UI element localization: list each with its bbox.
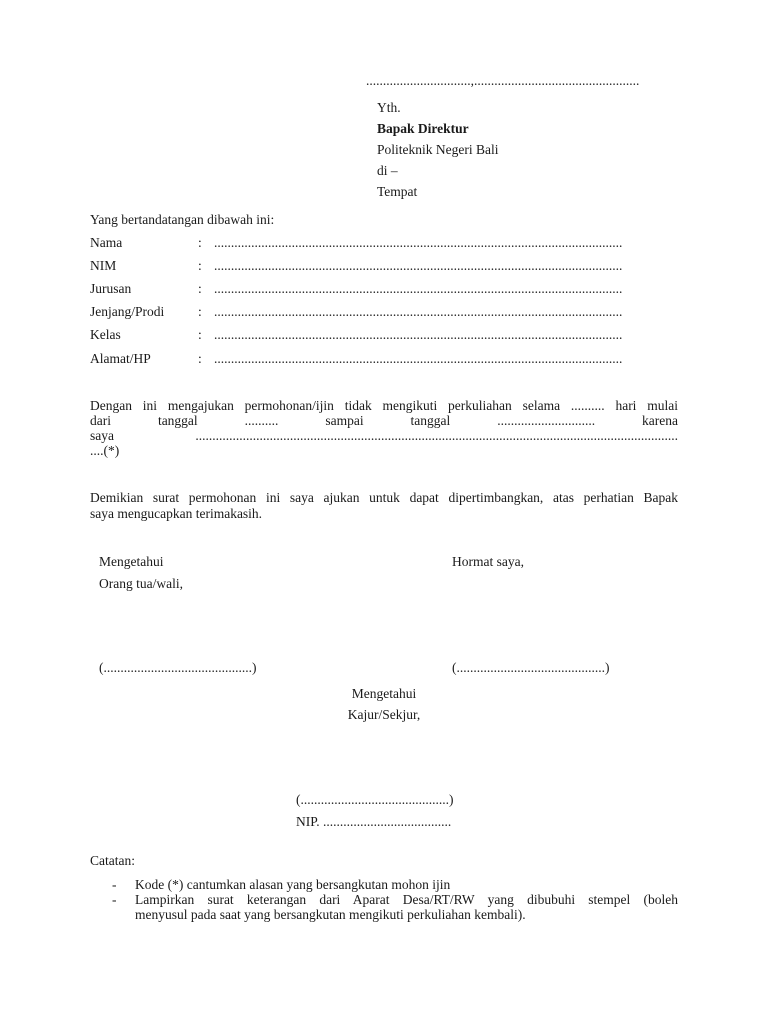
field-label: Kelas xyxy=(90,327,121,342)
field-blank: ......................................................................................................................... xyxy=(214,304,623,319)
nip-line: NIP. ...................................... xyxy=(296,814,452,829)
note-text-continued: menyusul pada saat yang bersangkutan mengikuti perkuliahan kembali). xyxy=(135,907,526,922)
request-line-2: dari tanggal .......... sampai tanggal ............................. karena xyxy=(90,413,678,428)
recipient-place: Tempat xyxy=(377,184,418,199)
field-colon: : xyxy=(198,258,202,273)
center-signature-subtitle: Kajur/Sekjur, xyxy=(347,707,421,722)
field-colon: : xyxy=(198,235,202,250)
field-colon: : xyxy=(198,304,202,319)
field-label: Nama xyxy=(90,235,123,250)
recipient-yth: Yth. xyxy=(377,100,401,115)
recipient-institution: Politeknik Negeri Bali xyxy=(377,142,499,157)
note-text: Lampirkan surat keterangan dari Aparat Desa/RT/RW yang dibubuhi stempel (boleh xyxy=(135,892,678,907)
field-colon: : xyxy=(198,327,202,342)
right-signature-title: Hormat saya, xyxy=(452,554,524,569)
request-line-3: saya ............................................................................................................................................... xyxy=(90,428,678,443)
place-date-line: ...............................,................................................. xyxy=(366,73,640,88)
center-signature-name: (............................................) xyxy=(296,792,454,807)
field-blank: ......................................................................................................................... xyxy=(214,281,623,296)
field-blank: ......................................................................................................................... xyxy=(214,351,623,366)
field-blank: ......................................................................................................................... xyxy=(214,235,623,250)
field-colon: : xyxy=(198,351,202,366)
left-signature-title: Mengetahui xyxy=(99,554,164,569)
field-label: Jenjang/Prodi xyxy=(90,304,165,319)
field-blank: ......................................................................................................................... xyxy=(214,258,623,273)
left-signature-name: (............................................) xyxy=(99,660,257,675)
field-colon: : xyxy=(198,281,202,296)
center-signature-title: Mengetahui xyxy=(351,686,417,701)
closing-line-1: Demikian surat permohonan ini saya ajukan untuk dapat dipertimbangkan, atas perhatian Bapak xyxy=(90,490,678,505)
field-label: NIM xyxy=(90,258,117,273)
intro-text: Yang bertandatangan dibawah ini: xyxy=(90,212,275,227)
field-label: Jurusan xyxy=(90,281,132,296)
note-text: Kode (*) cantumkan alasan yang bersangkutan mohon ijin xyxy=(135,877,451,892)
field-blank: ......................................................................................................................... xyxy=(214,327,623,342)
note-bullet: - xyxy=(112,877,117,892)
left-signature-subtitle: Orang tua/wali, xyxy=(99,576,183,591)
right-signature-name: (............................................) xyxy=(452,660,610,675)
recipient-name: Bapak Direktur xyxy=(377,121,469,136)
note-bullet: - xyxy=(112,892,117,907)
recipient-di: di – xyxy=(377,163,398,178)
notes-title: Catatan: xyxy=(90,853,135,868)
field-label: Alamat/HP xyxy=(90,351,151,366)
request-line-1: Dengan ini mengajukan permohonan/ijin tidak mengikuti perkuliahan selama .......... hari mulai xyxy=(90,398,678,413)
request-line-4: ....(*) xyxy=(90,443,120,458)
closing-line-2: saya mengucapkan terimakasih. xyxy=(90,506,263,521)
